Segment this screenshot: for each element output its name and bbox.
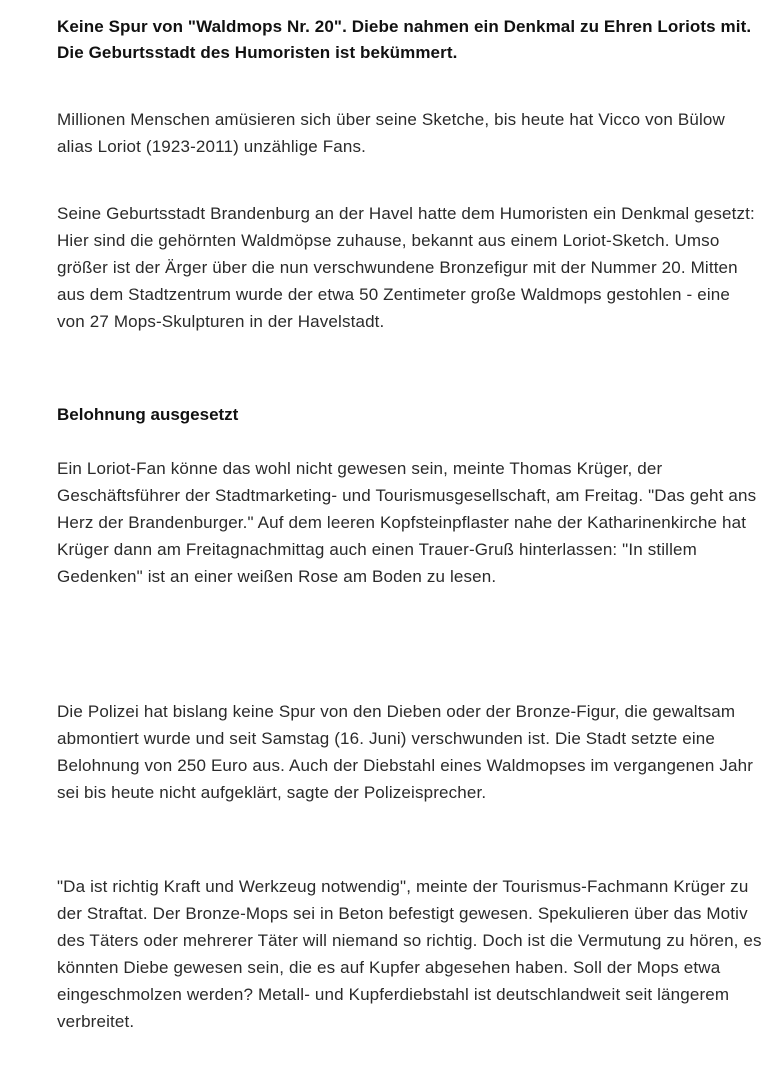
section-subheading: Belohnung ausgesetzt [57,405,239,424]
paragraph-2: Seine Geburtsstadt Brandenburg an der Havel hatte dem Humoristen ein Denkmal gesetzt: Hier sind die gehörnten Waldmöpse zuhause, bekannt aus einem Loriot-Sketch. Umso größer ist der Ärger über die nun verschwundene Bronzefigur mit der Nummer 20. Mitten aus dem Stadtzentrum wurde der etwa 50 Zentimeter große Waldmops gestohlen - eine von 27 Mops-Skulpturen in der Havelstadt. [57,204,755,331]
paragraph-4: Die Polizei hat bislang keine Spur von den Dieben oder der Bronze-Figur, die gewaltsam abmontiert wurde und seit Samstag (16. Juni) verschwunden ist. Die Stadt setzte eine Belohnung von 250 Euro aus. Auch der Diebstahl eines Waldmopses im vergangenen Jahr sei bis heute nicht aufgeklärt, sagte der Polizeisprecher. [57,702,754,802]
paragraph-block-5 [57,873,762,1035]
paragraph-block-1 [57,106,762,160]
paragraph-block-2 [57,200,762,335]
paragraph-3: Ein Loriot-Fan könne das wohl nicht gewesen sein, meinte Thomas Krüger, der Geschäftsführer der Stadtmarketing- und Tourismusgesellschaft, am Freitag. "Das geht ans Herz der Brandenburger." Auf dem leeren Kopfsteinpflaster nahe der Katharinenkirche hat Krüger dann am Freitagnachmittag auch einen Trauer-Gruß hinterlassen: "In stillem Gedenken" ist an einer weißen Rose am Boden zu lesen. [57,459,757,586]
article-lead-block [57,14,762,66]
paragraph-block-3 [57,455,762,590]
subheading-block [57,402,762,428]
paragraph-block-4 [57,698,762,806]
paragraph-5: "Da ist richtig Kraft und Werkzeug notwendig", meinte der Tourismus-Fachmann Krüger zu der Straftat. Der Bronze-Mops sei in Beton befestigt gewesen. Spekulieren über das Motiv des Täters oder mehrerer Täter will niemand so richtig. Doch ist die Vermutung zu hören, es könnten Diebe gewesen sein, die es auf Kupfer abgesehen haben. Soll der Mops etwa eingeschmolzen werden? Metall- und Kupferdiebstahl ist deutschlandweit seit längerem verbreitet. [57,877,762,1031]
article-lead: Keine Spur von "Waldmops Nr. 20". Diebe nahmen ein Denkmal zu Ehren Loriots mit. Die Geburtsstadt des Humoristen ist bekümmert. [57,17,752,62]
paragraph-1: Millionen Menschen amüsieren sich über seine Sketche, bis heute hat Vicco von Bülow alias Loriot (1923-2011) unzählige Fans. [57,110,725,156]
